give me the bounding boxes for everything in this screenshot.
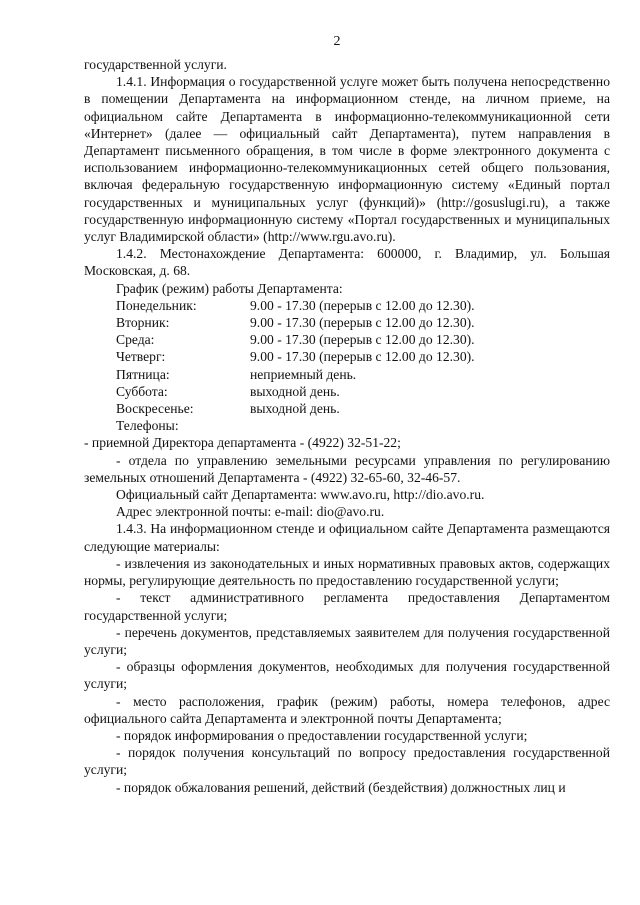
phones-title: Телефоны: xyxy=(116,418,179,434)
schedule-row xyxy=(116,348,610,365)
phone-director: - приемной Директора департамента - (4922) 32-51-22; xyxy=(84,435,401,451)
materials-item: - порядок информирования о предоставлении государственной услуги; xyxy=(116,727,528,743)
phone-land-department: - отдела по управлению земельными ресурсами управления по регулированию земельных отношений Департамента - (4922) 32-65-60, 32-46-57. xyxy=(84,452,610,485)
schedule-day: Вторник: xyxy=(116,315,170,331)
schedule-row xyxy=(116,331,610,348)
materials-item: - порядок обжалования решений, действий (бездействия) должностных лиц и xyxy=(116,779,566,795)
materials-item: - место расположения, график (режим) работы, номера телефонов, адрес официального сайта Департамента и электронной почты Департамента; xyxy=(84,693,610,726)
schedule-time: 9.00 - 17.30 (перерыв с 12.00 до 12.30). xyxy=(250,332,475,348)
materials-item: - перечень документов, представляемых заявителем для получения государственной услуги; xyxy=(84,624,610,657)
schedule-time: 9.00 - 17.30 (перерыв с 12.00 до 12.30). xyxy=(250,315,475,331)
schedule-time: выходной день. xyxy=(250,401,340,417)
email-line: Адрес электронной почты: e-mail: dio@avo.ru. xyxy=(116,504,385,520)
work-schedule xyxy=(116,297,610,417)
paragraph-1-4-3: 1.4.3. На информационном стенде и официальном сайте Департамента размещаются следующие материалы: xyxy=(84,521,610,554)
intro-tail: государственной услуги. xyxy=(84,57,227,72)
schedule-time: выходной день. xyxy=(250,383,340,399)
schedule-row xyxy=(116,400,610,417)
schedule-day: Пятница: xyxy=(116,366,170,382)
paragraph-1-4-2: 1.4.2. Местонахождение Департамента: 600000, г. Владимир, ул. Большая Московская, д. 68. xyxy=(84,246,610,279)
schedule-title: График (режим) работы Департамента: xyxy=(116,280,343,296)
materials-item: - порядок получения консультаций по вопросу предоставления государственной услуги; xyxy=(84,745,610,778)
schedule-time: неприемный день. xyxy=(250,366,357,382)
schedule-time: 9.00 - 17.30 (перерыв с 12.00 до 12.30). xyxy=(250,297,475,313)
schedule-time: 9.00 - 17.30 (перерыв с 12.00 до 12.30). xyxy=(250,349,475,365)
materials-item: - текст административного регламента предоставления Департаментом государственной услуги; xyxy=(84,590,610,623)
materials-item: - извлечения из законодательных и иных нормативных правовых актов, содержащих нормы, регулирующие деятельность по предоставлению государственной услуги; xyxy=(84,555,610,589)
schedule-row xyxy=(116,314,610,331)
paragraph-1-4-1: 1.4.1. Информация о государственной услуге может быть получена непосредственно в помещении Департамента на информационном стенде, на личном приеме, на официальном сайте Департамента в информационно-телекоммуникационной сети «Интернет» (далее — официальный сайт Департамента), путем направления в Департамент письменного обращения, в том числе в форме электронного документа с использованием информационно-телекоммуникационных сетей общего пользования, включая федеральную государственную информационную систему «Единый портал государственных и муниципальных услуг (функций)» (http://gosuslugi.ru), а также государственную информационную систему «Портал государственных и муниципальных услуг Владимирской области» (http://www.rgu.avo.ru). xyxy=(84,74,610,245)
schedule-day: Воскресенье: xyxy=(116,401,194,417)
schedule-row xyxy=(116,383,610,400)
schedule-row xyxy=(116,297,610,314)
materials-item: - образцы оформления документов, необходимых для получения государственной услуги; xyxy=(84,659,610,692)
schedule-row xyxy=(116,366,610,383)
schedule-day: Понедельник: xyxy=(116,297,197,313)
website-line: Официальный сайт Департамента: www.avo.ru, http://dio.avo.ru. xyxy=(116,487,485,503)
schedule-day: Среда: xyxy=(116,332,155,348)
schedule-day: Четверг: xyxy=(116,349,166,365)
schedule-day: Суббота: xyxy=(116,383,168,399)
page-number: 2 xyxy=(333,34,341,49)
